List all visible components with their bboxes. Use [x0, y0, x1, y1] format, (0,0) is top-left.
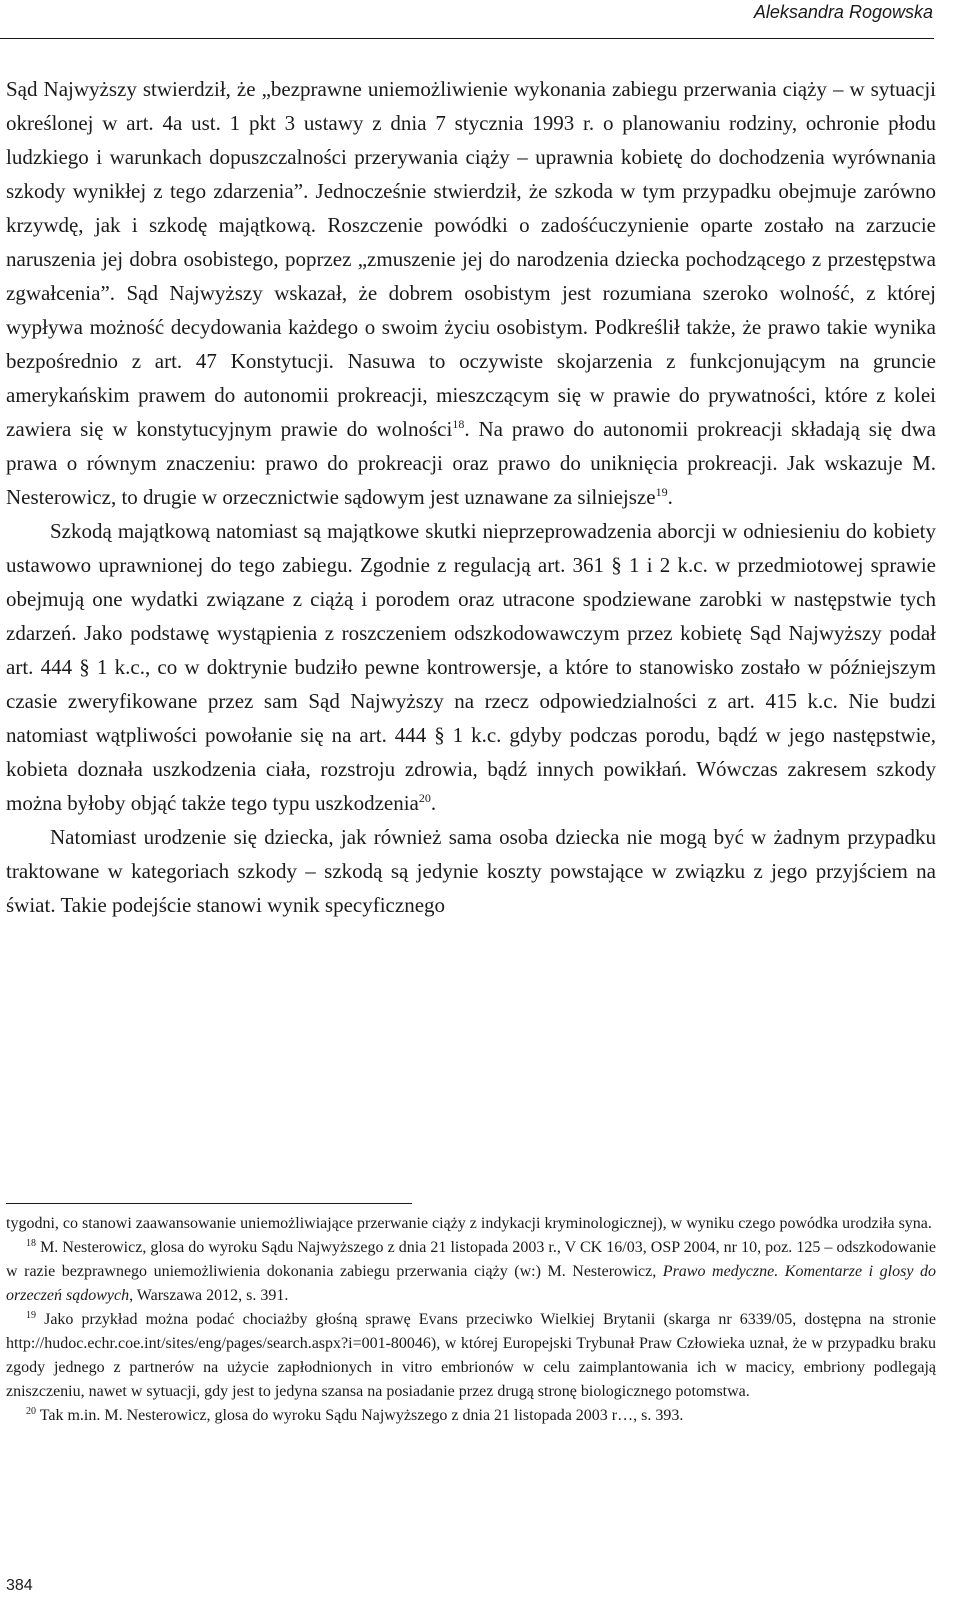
- footnote-number: 20: [26, 1406, 36, 1417]
- footnote-continued: tygodni, co stanowi zaawansowanie uniemożliwiające przerwanie ciąży z indykacji kryminologicznej), w wyniku czego powódka urodziła syna.: [6, 1215, 932, 1232]
- page-number: 384: [6, 1577, 33, 1594]
- running-header: [0, 0, 933, 22]
- book-title: Prawo medyczne. Komentarze i glosy do orzeczeń sądowych: [6, 1263, 937, 1304]
- footnote-ref-20[interactable]: 20: [418, 791, 431, 805]
- footnote-ref-19[interactable]: 19: [655, 485, 668, 499]
- footnote-18: $^{18}$ M. Nesterowicz, glosa do wyroku Sądu Najwyższego z dnia 21 listopada 2003 r., V CK 16/03, OSP 2004, nr 10, poz. 125 – odszkodowanie w razie bezprawnego uniemożliwienia dokonania zabiegu przerwania ciąży (w:) M. Nesterowicz, Prawo medyczne. Komentarze i glosy do orzeczeń sądowych, Warszawa 2012, s. 391.: [6, 1238, 937, 1304]
- main-text: [6, 72, 936, 922]
- footnote-separator: [6, 1203, 412, 1204]
- footnote-number: 18: [26, 1238, 36, 1249]
- header-rule: [0, 38, 934, 39]
- footnote-19: $^{19}$ Jako przykład można podać chociażby głośną sprawę Evans przeciwko Wielkiej Brytanii (skarga nr 6339/05, dostępna na stronie http://hudoc.echr.coe.int/sites/eng/pages/search.aspx?i=001-80046), w której Europejski Trybunał Praw Człowieka uznał, że w przypadku braku zgody jednego z partnerów na użycie zapłodnionych in vitro embrionów w celu zaimplantowania ich w macicy, embriony podlegają zniszczeniu, nawet w sytuacji, gdy jest to jedyna szansa na posiadanie przez drugą stronę biologicznego potomstwa.: [6, 1310, 936, 1400]
- paragraph-2: Szkodą majątkową natomiast są majątkowe skutki nieprzeprowadzenia aborcji w odniesieniu do kobiety ustawowo uprawnionej do tego zabiegu. Zgodnie z regulacją art. 361 § 1 i 2 k.c. w przedmiotowej sprawie obejmują one wydatki związane z ciążą i porodem oraz utracone spodziewane zarobki w następstwie tych zdarzeń. Jako podstawę wystąpienia z roszczeniem odszkodowawczym przez kobietę Sąd Najwyższy podał art. 444 § 1 k.c., co w doktrynie budziło pewne kontrowersje, a które to stanowisko zostało w późniejszym czasie zweryfikowane przez sam Sąd Najwyższy na rzecz odpowiedzialności z art. 415 k.c. Nie budzi natomiast wątpliwości powołanie się na art. 444 § 1 k.c. gdyby podczas porodu, bądź w jego następstwie, kobieta doznała uszkodzenia ciała, rozstroju zdrowia, bądź innych powikłań. Wówczas zakresem szkody można byłoby objąć także tego typu uszkodzenia$^{20}$.: [6, 519, 936, 815]
- paragraph-3: Natomiast urodzenie się dziecka, jak również sama osoba dziecka nie mogą być w żadnym przypadku traktowane w kategoriach szkody – szkodą są jedynie koszty powstające w związku z jego przyjściem na świat. Takie podejście stanowi wynik specyficznego: [6, 825, 936, 917]
- footnote-ref-18[interactable]: 18: [452, 417, 465, 431]
- paragraph-1: Sąd Najwyższy stwierdził, że „bezprawne uniemożliwienie wykonania zabiegu przerwania ciąży – w sytuacji określonej w art. 4a ust. 1 pkt 3 ustawy z dnia 7 stycznia 1993 r. o planowaniu rodziny, ochronie płodu ludzkiego i warunkach dopuszczalności przerywania ciąży – uprawnia kobietę do dochodzenia wyrównania szkody wynikłej z tego zdarzenia”. Jednocześnie stwierdził, że szkoda w tym przypadku obejmuje zarówno krzywdę, jak i szkodę majątkową. Roszczenie powódki o zadośćuczynienie oparte zostało na zarzucie naruszenia jej dobra osobistego, poprzez „zmuszenie jej do narodzenia dziecka pochodzącego z przestępstwa zgwałcenia”. Sąd Najwyższy wskazał, że dobrem osobistym jest rozumiana szeroko wolność, z której wypływa możność decydowania każdego o swoim życiu osobistym. Podkreślił także, że prawo takie wynika bezpośrednio z art. 47 Konstytucji. Nasuwa to oczywiste skojarzenia z funkcjonującym na gruncie amerykańskim prawem do autonomii prokreacji, mieszczącym się w prawie do prywatności, które z kolei zawiera się w konstytucyjnym prawie do wolności$^{18}$. Na prawo do autonomii prokreacji składają się dwa prawa o równym znaczeniu: prawo do prokreacji oraz prawo do uniknięcia prokreacji. Jak wskazuje M. Nesterowicz, to drugie w orzecznictwie sądowym jest uznawane za silniejsze$^{19}$.: [6, 77, 936, 509]
- footnote-20: $^{20}$ Tak m.in. M. Nesterowicz, glosa do wyroku Sądu Najwyższego z dnia 21 listopada 2003 r…, s. 393.: [26, 1406, 684, 1424]
- header-author: Aleksandra Rogowska: [753, 2, 933, 22]
- footnote-number: 19: [26, 1310, 36, 1321]
- footnotes: [6, 1212, 936, 1428]
